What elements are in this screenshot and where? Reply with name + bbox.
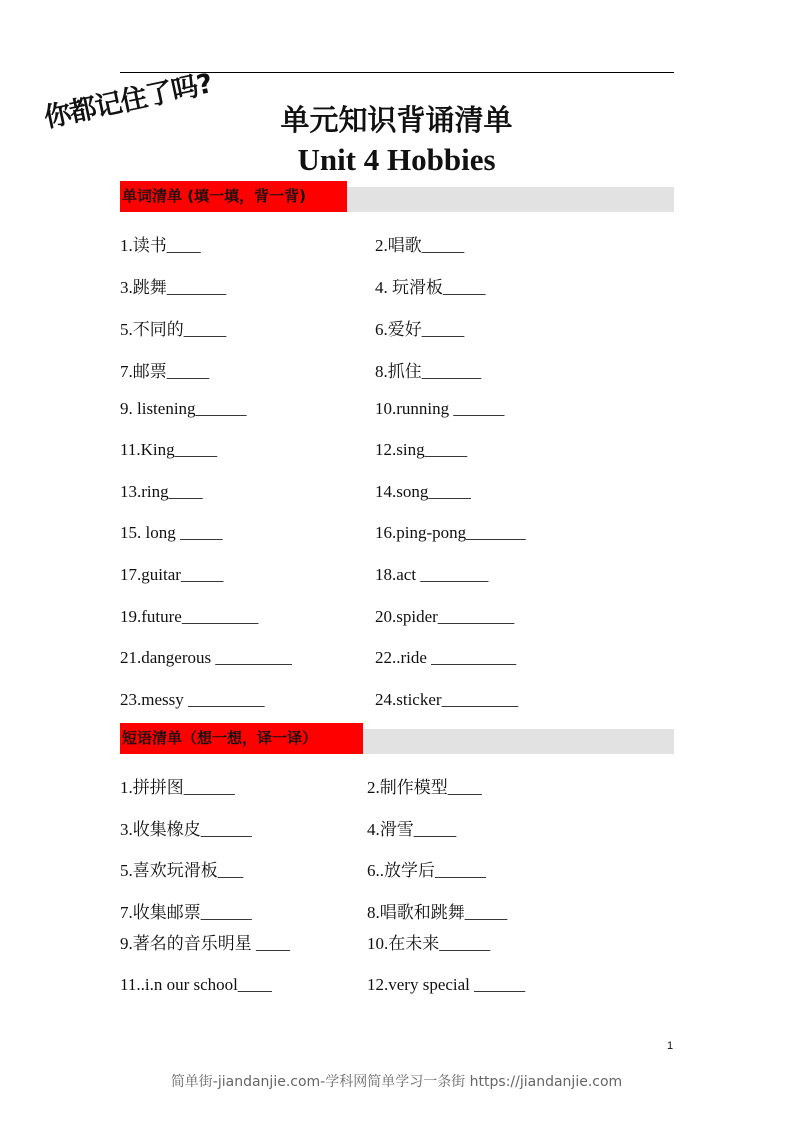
list-item: 11.King_____ <box>120 440 218 459</box>
list-item: 11..i.n our school____ <box>120 975 272 994</box>
list-item: 14.song_____ <box>375 482 471 501</box>
list-item: 13.ring____ <box>120 482 203 501</box>
stamp-text: 你都记住了吗? <box>41 68 215 135</box>
list-item: 4. 玩滑板_____ <box>375 278 486 297</box>
list-item: 3.收集橡皮______ <box>120 820 252 839</box>
list-item: 5.不同的_____ <box>120 320 227 339</box>
list-item: 12.very special ______ <box>367 975 526 994</box>
list-item: 2.唱歌_____ <box>375 236 465 255</box>
page-number: 1 <box>667 1040 674 1052</box>
list-item: 8.抓住_______ <box>375 362 482 381</box>
section-bar-vocabulary <box>120 187 674 212</box>
page-title-cn: 单元知识背诵清单 <box>280 103 513 137</box>
list-item: 15. long _____ <box>120 523 223 542</box>
list-item: 8.唱歌和跳舞_____ <box>367 903 508 922</box>
list-item: 1.读书____ <box>120 236 201 255</box>
section-heading-phrases: 短语清单（想一想，译一译） <box>120 723 363 754</box>
list-item: 23.messy _________ <box>120 690 265 709</box>
list-item: 18.act ________ <box>375 565 489 584</box>
page-title-en: Unit 4 Hobbies <box>297 142 496 177</box>
list-item: 16.ping-pong_______ <box>375 523 526 542</box>
list-item: 9. listening______ <box>120 399 247 418</box>
list-item: 7.邮票_____ <box>120 362 210 381</box>
list-item: 22..ride __________ <box>375 648 517 667</box>
list-item: 5.喜欢玩滑板___ <box>120 861 244 880</box>
list-item: 10.在未来______ <box>367 934 491 953</box>
footer-text: 简单街-jiandanjie.com-学科网简单学习一条街 https://jiandanjie.com <box>170 1074 623 1090</box>
list-item: 4.滑雪_____ <box>367 820 457 839</box>
list-item: 19.future_________ <box>120 607 259 626</box>
list-item: 9.著名的音乐明星 ____ <box>120 934 290 953</box>
list-item: 21.dangerous _________ <box>120 648 292 667</box>
list-item: 10.running ______ <box>375 399 505 418</box>
section-heading-vocabulary: 单词清单 (填一填，背一背) <box>120 181 347 212</box>
list-item: 7.收集邮票______ <box>120 903 252 922</box>
list-item: 20.spider_________ <box>375 607 515 626</box>
list-item: 24.sticker_________ <box>375 690 519 709</box>
list-item: 6..放学后______ <box>367 861 486 880</box>
list-item: 12.sing_____ <box>375 440 468 459</box>
list-item: 6.爱好_____ <box>375 320 465 339</box>
section-bar-phrases <box>120 729 674 754</box>
list-item: 1.拼拼图______ <box>120 778 235 797</box>
list-item: 3.跳舞_______ <box>120 278 227 297</box>
list-item: 2.制作模型____ <box>367 778 482 797</box>
list-item: 17.guitar_____ <box>120 565 224 584</box>
